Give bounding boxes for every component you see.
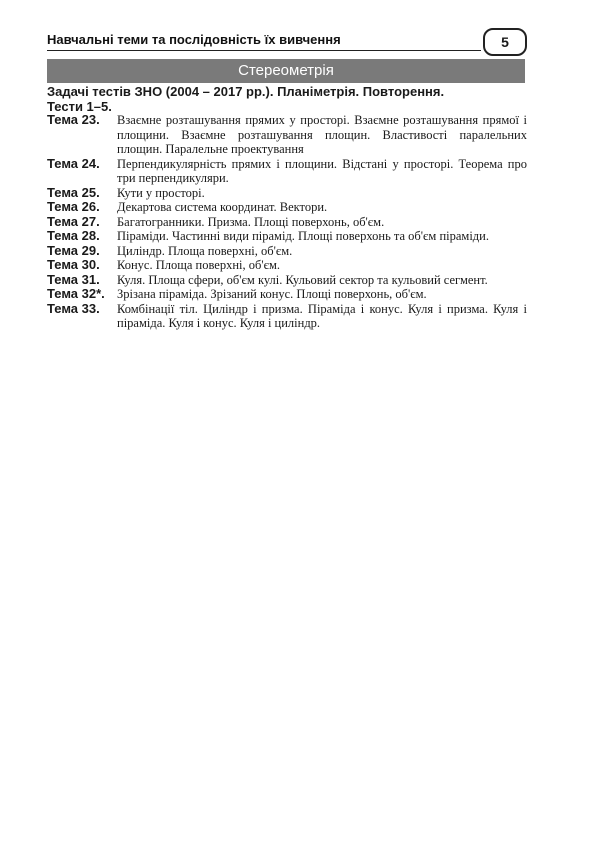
topic-label: Тема 24. <box>47 155 100 171</box>
header-rule <box>47 50 481 51</box>
topic-text: Куля. Площа сфери, об'єм кулі. Кульовий сектор та кульовий сегмент. <box>117 272 488 287</box>
topic-text: Конус. Площа поверхні, об'єм. <box>117 258 281 272</box>
topic-text: Циліндр. Площа поверхні, об'єм. <box>117 243 293 258</box>
topic-text: Взаємне розташування прямих у просторі. Взаємне розташування прямої і площини. Взаємне розташування площин. Властивості паралельних площин. Паралельне проектування <box>117 113 527 156</box>
topic-item <box>47 273 527 288</box>
topic-item <box>47 113 527 157</box>
intro-line-1: Задачі тестів ЗНО (2004 – 2017 рр.). Планіметрія. Повторення. <box>47 84 445 99</box>
topic-item <box>47 244 527 259</box>
intro-line-2: Тести 1–5. <box>47 98 112 114</box>
topic-item <box>47 287 527 302</box>
topic-item <box>47 186 527 201</box>
topic-label: Тема 31. <box>47 271 100 287</box>
topic-label: Тема 29. <box>47 242 100 258</box>
header-title: Навчальні теми та послідовність їх вивчення <box>47 32 341 47</box>
topic-item <box>47 215 527 230</box>
topic-text: Комбінації тіл. Циліндр і призма. Піраміда і конус. Куля і призма. Куля і піраміда. Куля і конус. Куля і циліндр. <box>117 301 527 330</box>
topic-label: Тема 25. <box>47 184 100 200</box>
topic-label: Тема 28. <box>47 228 100 243</box>
section-title: Стереометрія <box>47 59 525 83</box>
topic-item <box>47 302 527 331</box>
topic-label: Тема 26. <box>47 199 100 214</box>
topic-text: Зрізана піраміда. Зрізаний конус. Площі поверхонь, об'єм. <box>117 287 427 301</box>
topic-item <box>47 157 527 186</box>
topic-label: Тема 33. <box>47 300 100 316</box>
topic-text: Перпендикулярність прямих і площини. Відстані у просторі. Теорема про три перпендикуляри. <box>117 156 527 185</box>
topic-item <box>47 229 527 244</box>
topic-label: Тема 27. <box>47 213 100 229</box>
topic-label: Тема 30. <box>47 257 100 272</box>
running-header <box>47 28 527 56</box>
topic-text: Декартова система координат. Вектори. <box>117 200 328 214</box>
page-number: 5 <box>483 28 527 56</box>
topic-text: Піраміди. Частинні види пірамід. Площі поверхонь та об'єм піраміди. <box>117 229 489 243</box>
topic-label: Тема 32*. <box>47 286 105 301</box>
topic-list <box>47 113 527 331</box>
topic-text: Кути у просторі. <box>117 185 205 200</box>
topic-item <box>47 258 527 273</box>
topic-text: Багатогранники. Призма. Площі поверхонь, об'єм. <box>117 214 385 229</box>
intro-block <box>47 85 525 114</box>
topic-label: Тема 23. <box>47 112 100 127</box>
topic-item <box>47 200 527 215</box>
